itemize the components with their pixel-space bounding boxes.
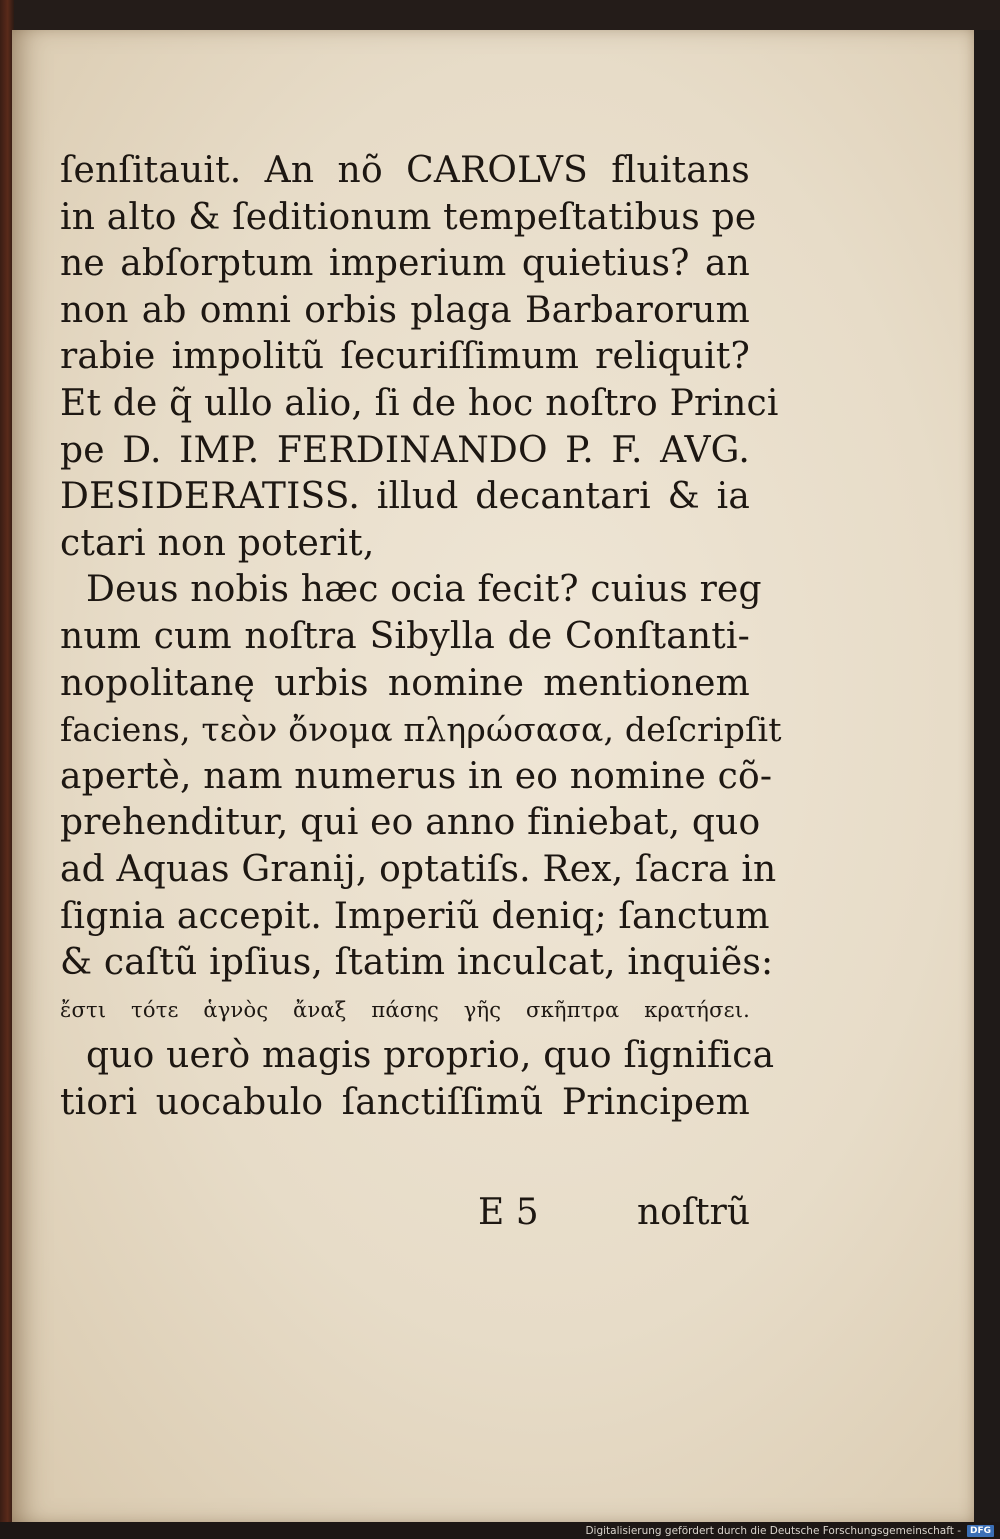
text-line-3: ne abſorptum imperium quietius? an [60, 243, 750, 285]
signature-mark: E 5 [478, 1192, 539, 1233]
page-catchline [478, 1192, 750, 1233]
digitization-footer [0, 1522, 1000, 1539]
text-line-15: prehenditur, qui eo anno finiebat, quo [60, 802, 761, 844]
footer-credit-text: Digitalisierung gefördert durch die Deutsche Forschungsgemeinschaft - [585, 1524, 961, 1537]
text-line-11: num cum noſtra Sibylla de Conſtanti- [60, 615, 750, 657]
text-line-16: ad Aquas Granij, optatiſs. Rex, ſacra in [60, 848, 777, 890]
catchword: noſtrũ [636, 1192, 750, 1233]
text-line-9: ctari non poterit, [60, 522, 375, 564]
text-line-4: non ab omni orbis plaga Barbarorum [60, 289, 750, 331]
text-line-19-greek: ἔστι τότε ἁγνὸς ἄναξ πάσης γῆς σκῆπτρα κρατήσει. [60, 997, 750, 1022]
text-line-8: DESIDERATISS. illud decantari & ia [60, 476, 750, 518]
text-line-5: rabie impolitũ ſecuriſſimum reliquit? [60, 336, 750, 378]
text-line-13: faciens, τεὸν ὄνομα πληρώσασα, deſcripſit [60, 710, 782, 750]
text-line-10: Deus nobis hæc ocia fecit? cuius reg [86, 569, 762, 611]
text-line-1: ſenſitauit. An nõ CAROLVS fluitans [60, 150, 750, 191]
text-line-20: quo uerò magis proprio, quo ſignifica [86, 1035, 775, 1077]
top-margin-strip [0, 0, 1000, 30]
dfg-logo: DFG [967, 1525, 994, 1537]
text-line-7: pe D. IMP. FERDINANDO P. F. AVG. [60, 429, 750, 471]
text-line-12: nopolitanę urbis nomine mentionem [60, 662, 750, 704]
text-line-17: ſignia accepit. Imperiũ deniq; ſanctum [60, 895, 770, 937]
text-line-6: Et de q̃ ullo alio, ſi de hoc noſtro Princi [60, 382, 779, 424]
text-line-14: apertè, nam numerus in eo nomine cõ- [60, 755, 773, 797]
page-text-block [60, 148, 782, 1126]
text-line-2: in alto & ſeditionum tempeſtatibus pe [60, 196, 757, 238]
text-line-18: & caſtũ ipſius, ſtatim inculcat, inquiẽs: [60, 942, 774, 984]
text-line-21: tiori uocabulo ſanctiſſimũ Principem [60, 1081, 750, 1123]
